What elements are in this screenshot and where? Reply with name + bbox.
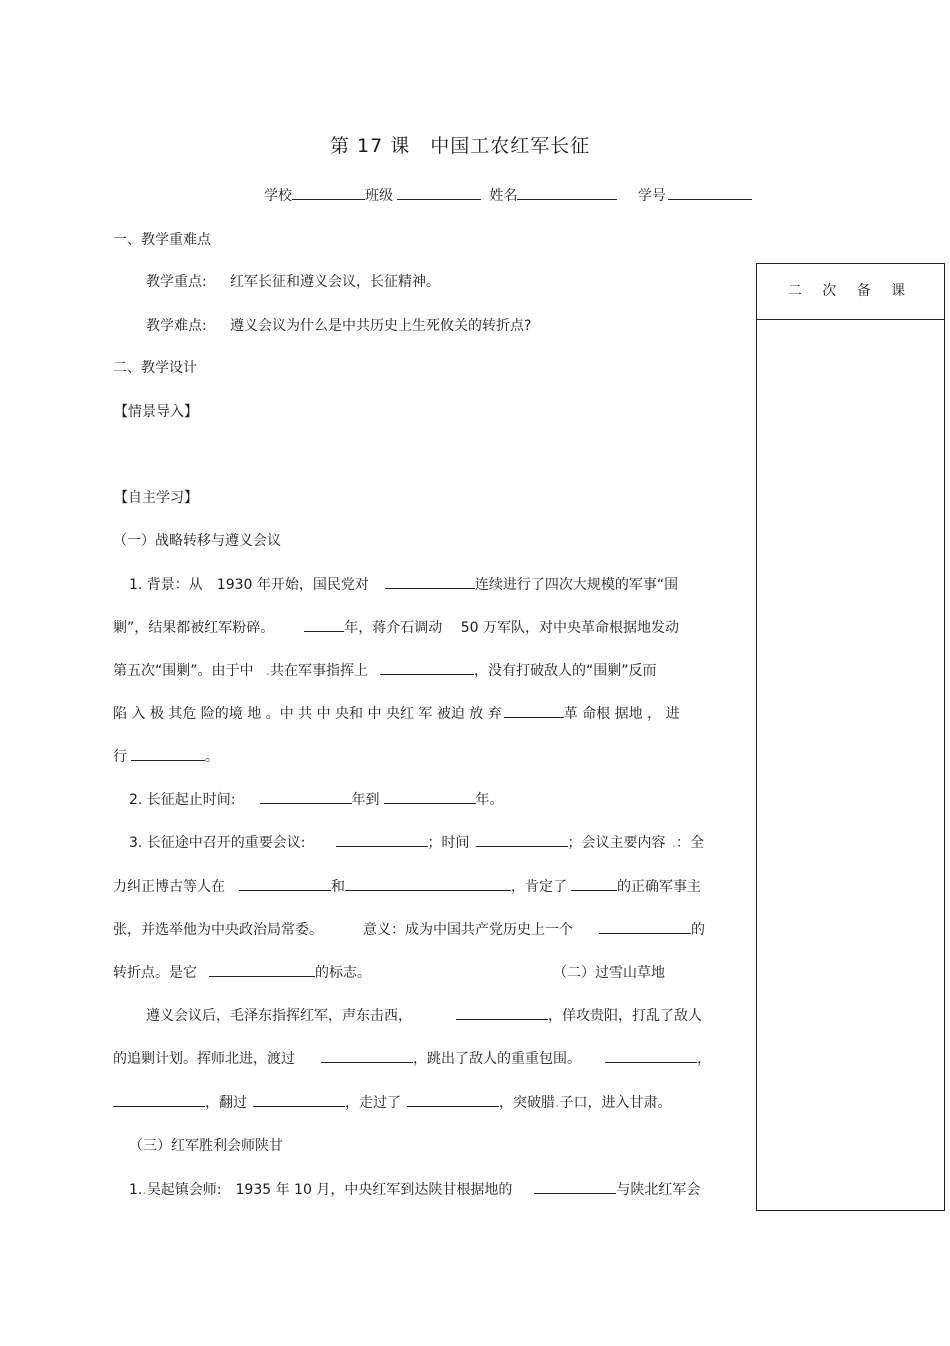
secondary-prep-header: 二 次 备 课 (757, 264, 944, 320)
blank[interactable] (239, 876, 331, 891)
school-field[interactable] (292, 185, 365, 200)
intro-heading: 【情景导入】 (114, 404, 198, 420)
name-label: 姓名 (489, 188, 518, 204)
text-line: 2. 长征起止时间: 年到 年。 (129, 789, 504, 809)
blank[interactable] (321, 1048, 413, 1063)
difficulty-label: 教学难点: (146, 318, 207, 334)
self-study-heading: 【自主学习】 (114, 490, 198, 506)
blank[interactable] (304, 617, 344, 632)
blank[interactable] (260, 789, 352, 804)
blank[interactable] (209, 962, 315, 977)
blank[interactable] (599, 919, 691, 934)
name-field[interactable] (517, 185, 617, 200)
number-field[interactable] (668, 185, 752, 200)
section-heading-2: 二、教学设计 (113, 360, 197, 376)
text-line: 3. 长征途中召开的重要会议: ；时间 ；会议主要内容 .：全 (129, 832, 704, 852)
class-label: 班级 (365, 188, 393, 204)
text-line: ，翻过 ，走过了 ，突破腊.子口，进入甘肃。 (113, 1092, 671, 1112)
blank[interactable] (380, 660, 474, 675)
blank[interactable] (131, 746, 205, 761)
subsection-3: （三）红军胜利会师陕甘 (129, 1138, 283, 1154)
subsection-1: （一）战略转移与遵义会议 (113, 533, 281, 549)
section-heading-1: 一、教学重难点 (113, 232, 211, 248)
blank[interactable] (384, 789, 476, 804)
school-label: 学校 (264, 188, 292, 204)
blank[interactable] (476, 832, 568, 847)
blank[interactable] (571, 876, 617, 891)
text-line: 遵义会议后，毛泽东指挥红军，声东击西， ，佯攻贵阳，打乱了敌人 (146, 1005, 702, 1025)
text-line: 张，并选举他为中央政治局常委。 意义：成为中国共产党历史上一个 的 (113, 919, 705, 939)
blank[interactable] (113, 1092, 205, 1107)
student-info (264, 185, 752, 205)
class-field[interactable] (397, 185, 481, 200)
blank[interactable] (504, 703, 564, 718)
text-line: 1..吴起镇会师: 1935 年 10 月，中央红军到达陕甘根据地的 与陕北红军会 (129, 1179, 700, 1199)
text-line: 的追剿计划。挥师北进，渡过 ，跳出了敌人的重重包围。 ， (113, 1048, 711, 1068)
text-line: 转折点。是它 的标志。 (113, 962, 371, 982)
text-line: 行 。 (113, 746, 219, 766)
text-line: 第五次“围剿”。由于中 .共在军事指挥上 ，没有打破敌人的“围剿”反而 (113, 660, 656, 680)
page-title: 第 17 课 中国工农红军长征 (330, 135, 591, 157)
blank[interactable] (534, 1179, 616, 1194)
secondary-prep-area[interactable] (757, 320, 944, 1208)
text-line: 1. 背景：从 1930 年开始，国民党对 连续进行了四次大规模的军事“围 (129, 574, 678, 594)
key-point-text: 红军长征和遵义会议，长征精神。 (230, 274, 440, 290)
difficulty-text: 遵义会议为什么是中共历史上生死攸关的转折点? (230, 318, 532, 334)
text-line: 陷 入 极 其危 险的境 地 。中 共 中 央和 中 央红 军 被迫 放 弃 革 命根 据地 ， 进 (113, 703, 680, 723)
blank[interactable] (407, 1092, 499, 1107)
text-line: 力纠正博古等人在 和 ，肯定了 的正确军事主 (113, 876, 701, 896)
number-label: 学号 (637, 188, 666, 204)
blank[interactable] (456, 1005, 548, 1020)
key-point-label: 教学重点: (146, 274, 207, 290)
blank[interactable] (336, 832, 428, 847)
text-line: 剿”，结果都被红军粉碎。 年，蒋介石调动 50 万军队，对中央革命根据地发动 (113, 617, 679, 637)
blank[interactable] (253, 1092, 345, 1107)
secondary-prep-box (756, 263, 945, 1211)
blank[interactable] (345, 876, 511, 891)
blank[interactable] (385, 574, 475, 589)
subsection-2: （二）过雪山草地 (553, 965, 665, 981)
blank[interactable] (605, 1048, 697, 1063)
